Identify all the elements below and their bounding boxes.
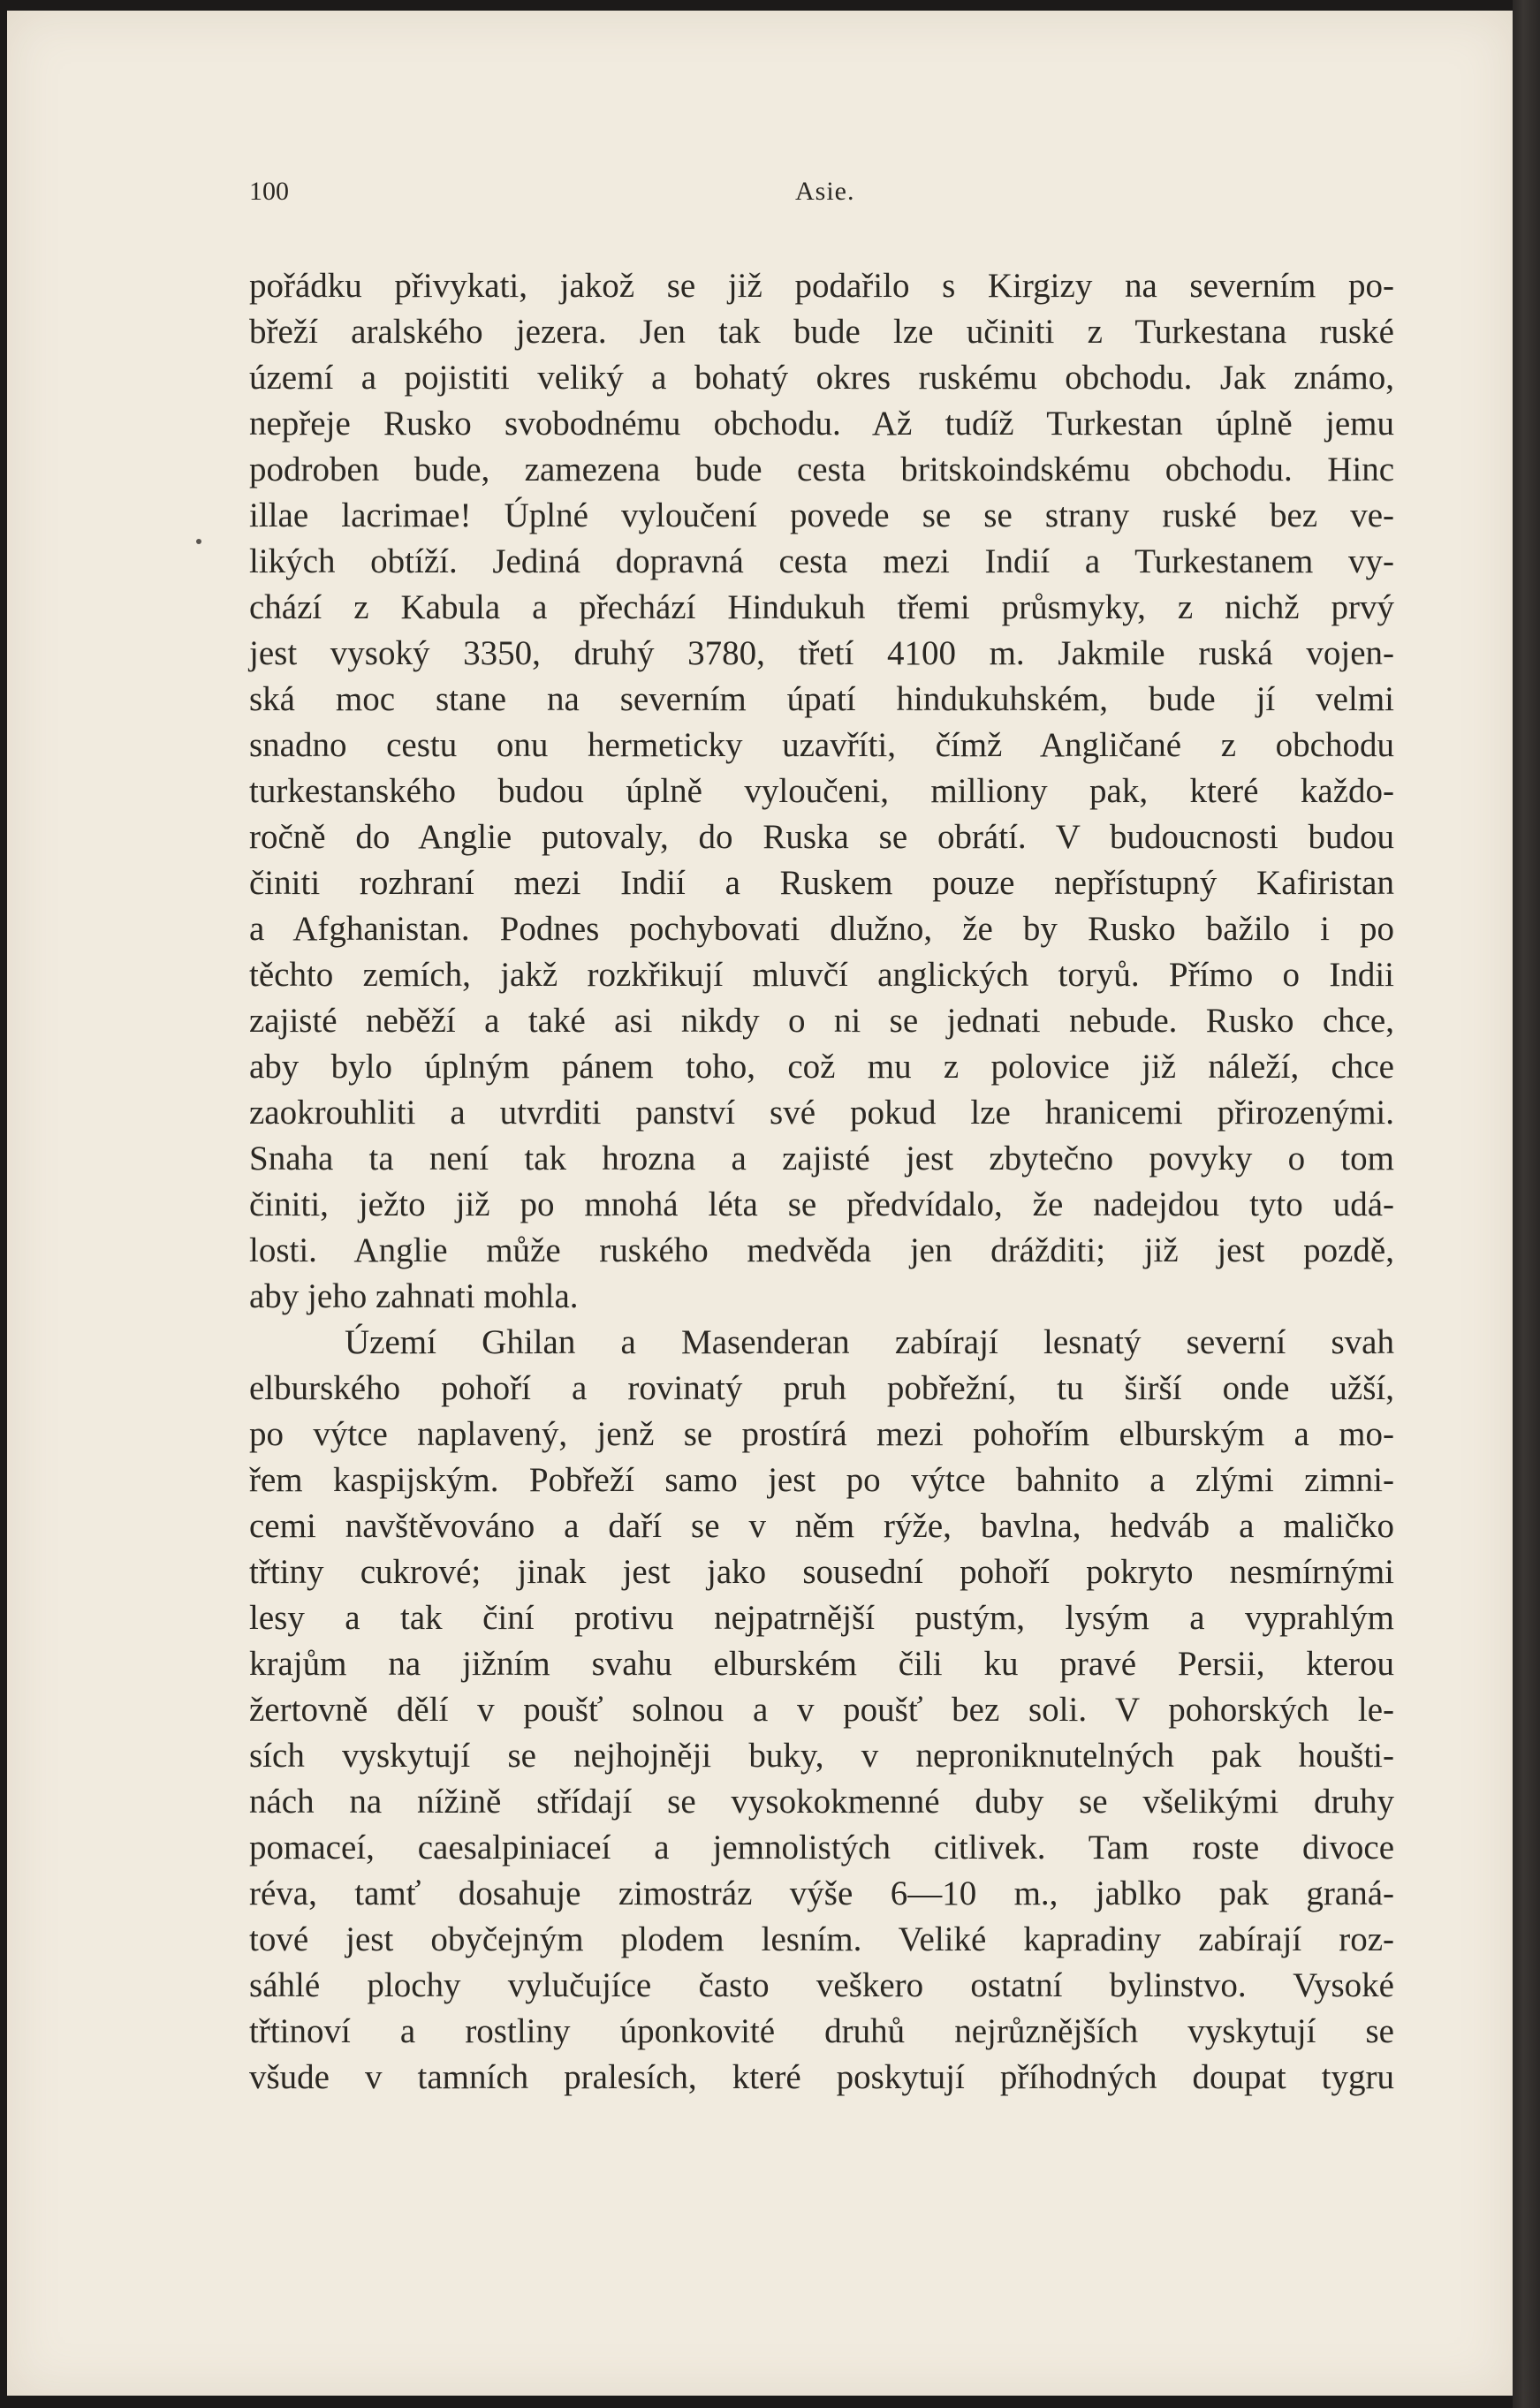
text-line: aby bylo úplným pánem toho, což mu z polovice již náleží, chce — [249, 1048, 1394, 1086]
text-line: nepřeje Rusko svobodnému obchodu. Až tudíž Turkestan úplně jemu — [249, 405, 1394, 443]
text-line: řem kaspijským. Pobřeží samo jest po výtce bahnito a zlými zimni- — [249, 1461, 1394, 1499]
text-line: zaokrouhliti a utvrditi panství své pokud lze hranicemi přirozenými. — [249, 1094, 1394, 1132]
text-line: Snaha ta není tak hrozna a zajisté jest zbytečno povyky o tom — [249, 1140, 1394, 1177]
text-line: území a pojistiti veliký a bohatý okres ruskému obchodu. Jak známo, — [249, 359, 1394, 397]
scan-edge — [1513, 0, 1540, 2408]
text-line: losti. Anglie může ruského medvěda jen drážditi; již jest pozdě, — [249, 1231, 1394, 1269]
body-text — [249, 263, 1394, 2101]
text-line: po výtce naplavený, jenž se prostírá mezi pohořím elburským a mo- — [249, 1415, 1394, 1453]
paragraph-end-line: aby jeho zahnati mohla. — [249, 1277, 579, 1315]
text-line: sích vyskytují se nejhojněji buky, v neproniknutelných pak houšti- — [249, 1737, 1394, 1775]
text-line: činiti, ježto již po mnohá léta se předvídalo, že nadejdou tyto udá- — [249, 1185, 1394, 1223]
text-line: ská moc stane na severním úpatí hindukuhském, bude jí velmi — [249, 680, 1394, 718]
text-line: chází z Kabula a přechází Hindukuh třemi průsmyky, z nichž prvý — [249, 588, 1394, 626]
paragraph-start-line: Území Ghilan a Masenderan zabírají lesnatý severní svah — [345, 1323, 1394, 1361]
text-line: cemi navštěvováno a daří se v něm rýže, bavlna, hedváb a maličko — [249, 1507, 1394, 1545]
text-line: žertovně dělí v poušť solnou a v poušť bez soli. V pohorských le- — [249, 1691, 1394, 1729]
text-line: illae lacrimae! Úplné vyloučení povede se se strany ruské bez ve- — [249, 496, 1394, 534]
text-line: břeží aralského jezera. Jen tak bude lze učiniti z Turkestana ruské — [249, 313, 1394, 351]
text-line: jest vysoký 3350, druhý 3780, třetí 4100 m. Jakmile ruská vojen- — [249, 634, 1394, 672]
text-line: činiti rozhraní mezi Indií a Ruskem pouze nepřístupný Kafiristan — [249, 864, 1394, 902]
text-line: elburského pohoří a rovinatý pruh pobřežní, tu širší onde užší, — [249, 1369, 1394, 1407]
page-number: 100 — [249, 177, 289, 206]
text-line: pořádku přivykati, jakož se již podařilo s Kirgizy na severním po- — [249, 267, 1394, 305]
text-line: likých obtíží. Jediná dopravná cesta mezi Indií a Turkestanem vy- — [249, 542, 1394, 580]
text-line: snadno cestu onu hermeticky uzavříti, čímž Angličané z obchodu — [249, 726, 1394, 764]
text-line: sáhlé plochy vylučujíce často veškero ostatní bylinstvo. Vysoké — [249, 1966, 1394, 2004]
page-header — [249, 177, 1394, 216]
text-line: pomaceí, caesalpiniaceí a jemnolistých citlivek. Tam roste divoce — [249, 1829, 1394, 1867]
text-line: podroben bude, zamezena bude cesta britskoindskému obchodu. Hinc — [249, 451, 1394, 488]
text-line: ročně do Anglie putovaly, do Ruska se obrátí. V budoucnosti budou — [249, 818, 1394, 856]
text-line: tové jest obyčejným plodem lesním. Veliké kapradiny zabírají roz- — [249, 1920, 1394, 1958]
text-line: réva, tamť dosahuje zimostráz výše 6—10 m., jablko pak graná- — [249, 1874, 1394, 1912]
text-line: zajisté neběží a také asi nikdy o ni se jednati nebude. Rusko chce, — [249, 1002, 1394, 1040]
text-line: třtinoví a rostliny úponkovité druhů nejrůznějších vyskytují se — [249, 2012, 1394, 2050]
running-head: Asie. — [795, 177, 855, 206]
text-line: třtiny cukrové; jinak jest jako sousední pohoří pokryto nesmírnými — [249, 1553, 1394, 1591]
text-line: lesy a tak činí protivu nejpatrnější pustým, lysým a vyprahlým — [249, 1599, 1394, 1637]
text-line: krajům na jižním svahu elburském čili ku pravé Persii, kterou — [249, 1645, 1394, 1683]
margin-dot — [196, 539, 201, 544]
text-line: všude v tamních pralesích, které poskytují příhodných doupat tygru — [249, 2058, 1394, 2096]
text-line: turkestanského budou úplně vyloučeni, milliony pak, které každo- — [249, 772, 1394, 810]
text-line: těchto zemích, jakž rozkřikují mluvčí anglických toryů. Přímo o Indii — [249, 956, 1394, 994]
text-line: nách na nížině střídají se vysokokmenné duby se všelikými druhy — [249, 1783, 1394, 1821]
text-line: a Afghanistan. Podnes pochybovati dlužno, že by Rusko bažilo i po — [249, 910, 1394, 948]
